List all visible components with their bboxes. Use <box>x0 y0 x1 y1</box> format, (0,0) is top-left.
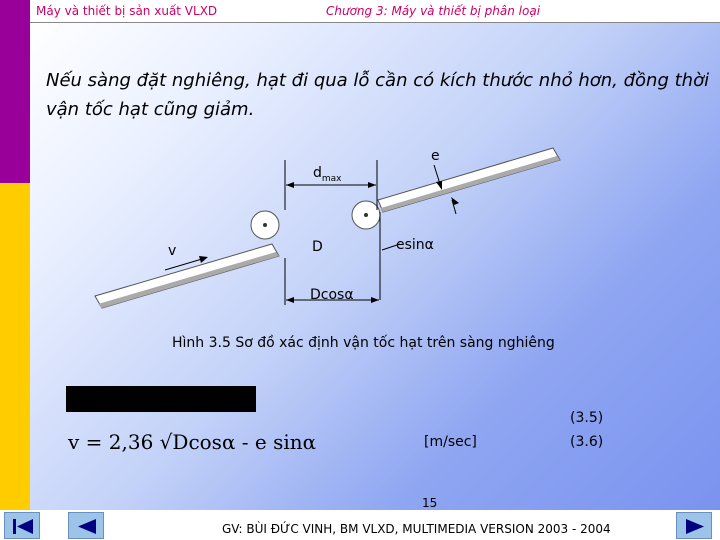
header-chapter-title: Chương 3: Máy và thiết bị phân loại <box>326 4 541 18</box>
label-esin: esinα <box>396 237 434 253</box>
header-course-title: Máy và thiết bị sản xuất VLXD <box>36 4 218 18</box>
label-v: v <box>168 243 177 259</box>
footer-credits: GV: BÙI ĐỨC VINH, BM VLXD, MULTIMEDIA VERSION 2003 - 2004 <box>222 522 611 536</box>
next-page-button[interactable] <box>676 512 712 539</box>
left-screen-plate-shade <box>98 252 279 308</box>
figure-caption: Hình 3.5 Sơ đồ xác định vận tốc hạt trên sàng nghiêng <box>172 335 555 351</box>
dmax-arrow-right <box>368 182 376 188</box>
next-page-icon <box>677 513 713 540</box>
velocity-arrow-head <box>199 256 208 263</box>
previous-page-icon <box>69 513 105 540</box>
first-page-button[interactable] <box>4 512 40 539</box>
particle-left-center <box>263 223 267 227</box>
dcos-arrow-left <box>286 297 294 303</box>
equation-number-1: (3.5) <box>570 410 604 426</box>
label-dmax <box>313 165 342 184</box>
dmax-arrow-left <box>286 182 294 188</box>
previous-page-button[interactable] <box>68 512 104 539</box>
right-screen-plate-shade <box>381 156 560 212</box>
page-number: 15 <box>422 496 438 510</box>
label-dmax-sub: max <box>321 173 342 184</box>
label-dmax-main: d <box>313 165 322 181</box>
intro-paragraph: Nếu sàng đặt nghiêng, hạt đi qua lỗ cần có kích thước nhỏ hơn, đồng thời vận tốc hạt cũng giảm. <box>46 70 710 120</box>
particle-right-center <box>364 213 368 217</box>
equation-number-2: (3.6) <box>570 434 604 450</box>
e-arrow-top-line <box>434 165 440 184</box>
first-page-icon <box>5 513 41 540</box>
redaction-bar <box>66 386 256 412</box>
label-D: D <box>312 239 323 255</box>
formula-units: [m/sec] <box>424 434 477 450</box>
dcos-arrow-right <box>371 297 379 303</box>
label-e: e <box>431 148 440 164</box>
velocity-formula: v = 2,36 √Dcosα - e sinα <box>68 430 317 454</box>
label-dcos: Dcosα <box>310 287 354 303</box>
